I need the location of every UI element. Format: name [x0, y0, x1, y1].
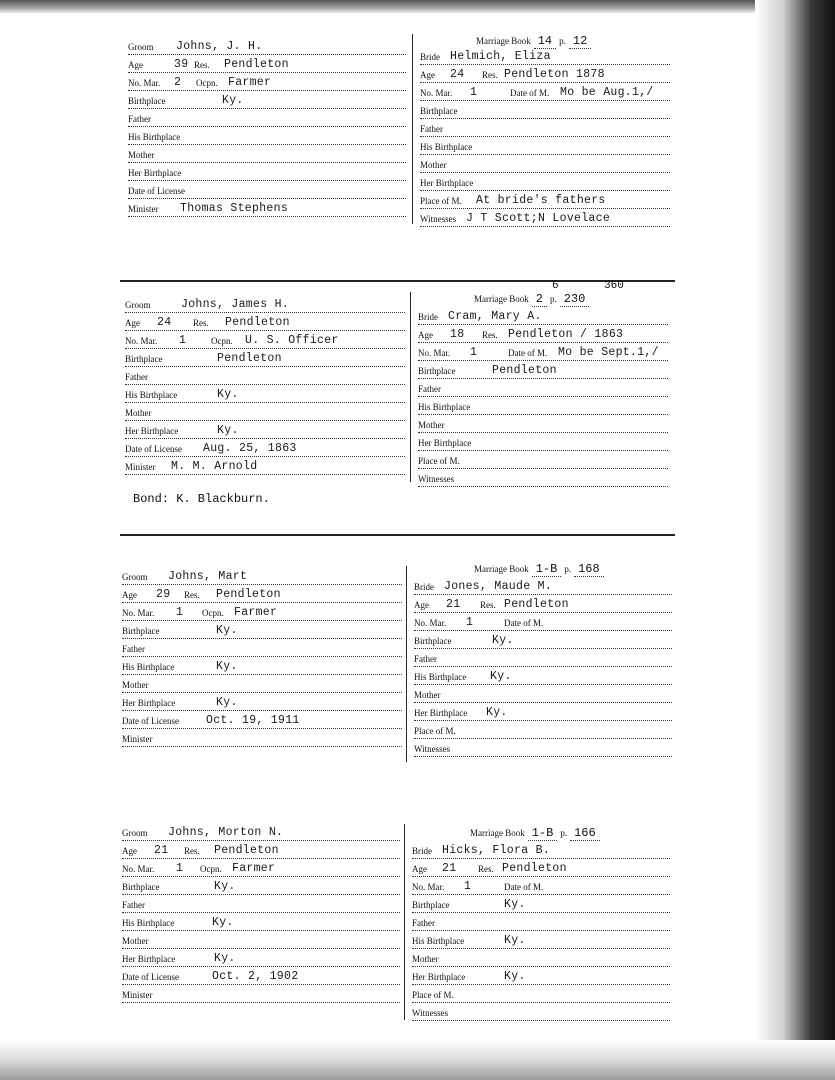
groom-age-row: Age 21 Res. Pendleton — [122, 840, 400, 859]
groom-minister-row: Minister M. M. Arnold — [125, 456, 405, 475]
groom-birthplace-row: Birthplace Ky. — [128, 90, 406, 109]
groom-mother-row: Mother — [128, 144, 406, 163]
groom-license-row: Date of License Oct. 19, 1911 — [122, 710, 402, 729]
bride-her-birthplace-row: Her Birthplace Ky. — [414, 702, 672, 721]
groom-license-row: Date of License Oct. 2, 1902 — [122, 966, 400, 985]
groom-age-row: Age 39 Res. Pendleton — [128, 54, 406, 73]
groom-nomar-row: No. Mar. 1 Ocpn. U. S. Officer — [125, 330, 405, 349]
marriage-book-header: Marriage Book 1-B p. 166 — [470, 826, 603, 840]
groom-mother-row: Mother — [122, 674, 402, 693]
bride-witnesses-row: Witnesses — [418, 468, 668, 487]
groom-age-row: Age 29 Res. Pendleton — [122, 584, 402, 603]
bride-age-row: Age 21 Res. Pendleton — [412, 858, 670, 877]
groom-birthplace-row: Birthplace Pendleton — [125, 348, 405, 367]
bride-name-row: Bride Jones, Maude M. — [414, 576, 672, 595]
bride-mother-row: Mother — [414, 684, 672, 703]
groom-license-row: Date of License — [128, 180, 406, 199]
bride-birthplace-row: Birthplace Ky. — [414, 630, 672, 649]
bride-age-row: Age 24 Res. Pendleton 1878 — [420, 64, 670, 83]
groom-name-row: Groom Johns, J. H. — [128, 36, 406, 55]
groom-name: Johns, James H. — [181, 298, 290, 311]
bride-name-row: Bride Hicks, Flora B. — [412, 840, 670, 859]
record-4 — [0, 808, 835, 1028]
groom-father-row: Father — [122, 638, 402, 657]
record-separator — [120, 534, 675, 536]
bride-father-row: Father — [412, 912, 670, 931]
bride-his-birthplace-row: His Birthplace Ky. — [412, 930, 670, 949]
bride-place-of-m-row: Place of M. At bride's fathers — [420, 190, 670, 209]
page-superscript: 360 — [604, 280, 624, 292]
marriage-book-header: Marriage Book 2 p. 230 — [474, 292, 592, 306]
scan-bottom-edge — [0, 1040, 835, 1080]
bride-nomar-row: No. Mar. 1 Date of M. — [412, 876, 670, 895]
bride-name-row: Bride Helmich, Eliza — [420, 46, 670, 65]
bride-his-birthplace-row: His Birthplace Ky. — [414, 666, 672, 685]
groom-his-birthplace-row: His Birthplace — [128, 126, 406, 145]
column-divider — [406, 566, 407, 762]
groom-name: Johns, Mart — [168, 570, 248, 583]
bride-his-birthplace-row: His Birthplace — [420, 136, 670, 155]
groom-name-row: Groom Johns, James H. — [125, 294, 405, 313]
bride-her-birthplace-row: Her Birthplace Ky. — [412, 966, 670, 985]
scan-top-edge — [0, 0, 835, 14]
groom-mother-row: Mother — [122, 930, 400, 949]
bride-name: Hicks, Flora B. — [442, 844, 551, 857]
bride-name-row: Bride Cram, Mary A. — [418, 306, 668, 325]
marriage-book-header: Marriage Book 1-B p. 168 — [474, 562, 607, 576]
groom-license-row: Date of License Aug. 25, 1863 — [125, 438, 405, 457]
groom-father-row: Father — [125, 366, 405, 385]
groom-minister-row: Minister Thomas Stephens — [128, 198, 406, 217]
groom-his-birthplace-row: His Birthplace Ky. — [125, 384, 405, 403]
groom-birthplace-row: Birthplace Ky. — [122, 620, 402, 639]
groom-her-birthplace-row: Her Birthplace Ky. — [122, 692, 402, 711]
bride-nomar-row: No. Mar. 1 Date of M. Mo be Sept.1,/ — [418, 342, 668, 361]
bride-age-row: Age 18 Res. Pendleton / 1863 — [418, 324, 668, 343]
bride-father-row: Father — [414, 648, 672, 667]
groom-her-birthplace-row: Her Birthplace Ky. — [122, 948, 400, 967]
bride-witnesses-row: Witnesses J T Scott;N Lovelace — [420, 208, 670, 227]
bride-mother-row: Mother — [418, 414, 668, 433]
groom-father-row: Father — [128, 108, 406, 127]
column-divider — [412, 34, 413, 224]
groom-his-birthplace-row: His Birthplace Ky. — [122, 912, 400, 931]
bride-birthplace-row: Birthplace — [420, 100, 670, 119]
bride-birthplace-row: Birthplace Pendleton — [418, 360, 668, 379]
bride-witnesses-row: Witnesses — [414, 738, 672, 757]
bride-name: Cram, Mary A. — [448, 310, 542, 323]
groom-name: Johns, Morton N. — [168, 826, 284, 839]
bride-witnesses-row: Witnesses — [412, 1002, 670, 1021]
groom-minister-row: Minister — [122, 728, 402, 747]
bride-name: Helmich, Eliza — [450, 50, 551, 63]
bride-name: Jones, Maude M. — [444, 580, 553, 593]
bride-father-row: Father — [418, 378, 668, 397]
groom-name: Johns, J. H. — [176, 40, 263, 53]
groom-mother-row: Mother — [125, 402, 405, 421]
bride-birthplace-row: Birthplace Ky. — [412, 894, 670, 913]
column-divider — [410, 292, 411, 482]
bond-note: Bond: K. Blackburn. — [133, 492, 270, 506]
bride-father-row: Father — [420, 118, 670, 137]
groom-birthplace-row: Birthplace Ky. — [122, 876, 400, 895]
groom-her-birthplace-row: Her Birthplace Ky. — [125, 420, 405, 439]
marriage-book-header: Marriage Book 14 p. 12 — [476, 34, 594, 48]
bride-place-of-m-row: Place of M. — [414, 720, 672, 739]
bride-mother-row: Mother — [420, 154, 670, 173]
groom-her-birthplace-row: Her Birthplace — [128, 162, 406, 181]
bride-her-birthplace-row: Her Birthplace — [418, 432, 668, 451]
groom-his-birthplace-row: His Birthplace Ky. — [122, 656, 402, 675]
book-superscript: 6 — [552, 280, 559, 292]
bride-place-of-m-row: Place of M. — [418, 450, 668, 469]
bride-his-birthplace-row: His Birthplace — [418, 396, 668, 415]
bride-place-of-m-row: Place of M. — [412, 984, 670, 1003]
record-2 — [0, 278, 835, 518]
bride-age-row: Age 21 Res. Pendleton — [414, 594, 672, 613]
groom-name-row: Groom Johns, Mart — [122, 566, 402, 585]
groom-nomar-row: No. Mar. 2 Ocpn. Farmer — [128, 72, 406, 91]
groom-father-row: Father — [122, 894, 400, 913]
bride-nomar-row: No. Mar. 1 Date of M. Mo be Aug.1,/ — [420, 82, 670, 101]
groom-nomar-row: No. Mar. 1 Ocpn. Farmer — [122, 858, 400, 877]
groom-age-row: Age 24 Res. Pendleton — [125, 312, 405, 331]
bride-mother-row: Mother — [412, 948, 670, 967]
record-1 — [0, 30, 835, 260]
column-divider — [404, 824, 405, 1020]
groom-minister-row: Minister — [122, 984, 400, 1003]
groom-name-row: Groom Johns, Morton N. — [122, 822, 400, 841]
groom-nomar-row: No. Mar. 1 Ocpn. Farmer — [122, 602, 402, 621]
record-3 — [0, 548, 835, 768]
bride-her-birthplace-row: Her Birthplace — [420, 172, 670, 191]
bride-nomar-row: No. Mar. 1 Date of M. — [414, 612, 672, 631]
